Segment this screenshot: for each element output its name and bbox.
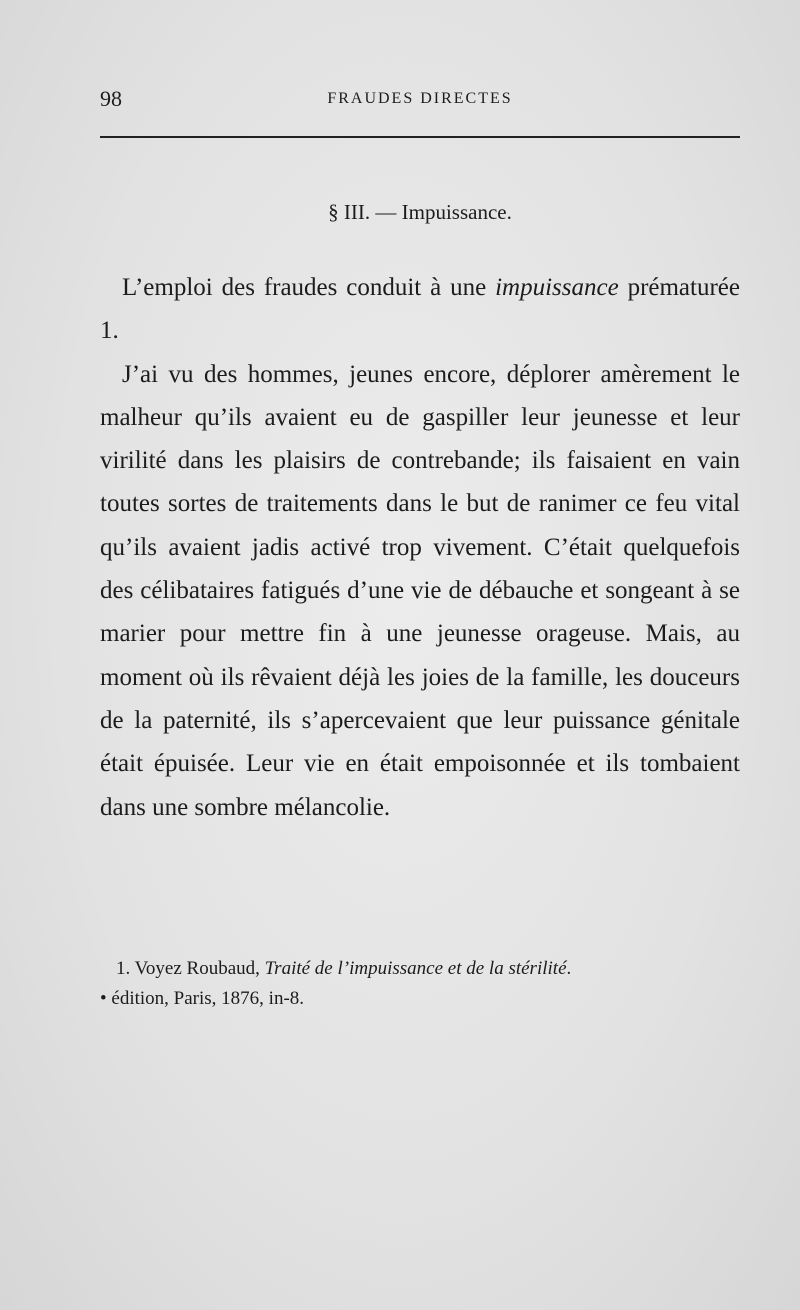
paragraph: J’ai vu des hommes, jeunes encore, déplorer amèrement le malheur qu’ils avaient eu de gaspiller leur jeunesse et leur virilité dans les plaisirs de contrebande; ils faisaient en vain toutes sortes de traitements dans le but de ranimer ce feu vital qu’ils avaient jadis activé trop vivement. C’était quelquefois des célibataires fatigués d’une vie de débauche et songeant à se marier pour mettre fin à une jeunesse orageuse. Mais, au moment où ils rêvaient déjà les joies de la famille, les douceurs de la paternité, ils s’apercevaient que leur puissance génitale était épuisée. Leur vie en était empoisonnée et ils tombaient dans une sombre mélancolie.	[100, 360, 740, 821]
running-head	[100, 86, 740, 116]
footnote-punctuation: .	[566, 958, 572, 979]
header-rule	[100, 136, 740, 138]
section-heading: § III. — Impuissance.	[328, 200, 512, 224]
paragraph-text: L’emploi des fraudes conduit à une	[122, 274, 496, 301]
page-number: 98	[100, 86, 122, 111]
footnote-cited-title: Traité de l’impuissance et de la stérilité	[264, 958, 567, 979]
footnote	[100, 954, 740, 1014]
emphasized-word: impuissance	[495, 274, 619, 301]
footnote-lead: 1. Voyez Roubaud,	[116, 958, 265, 979]
footnote-line: • édition, Paris, 1876, in-8.	[100, 988, 305, 1009]
paragraph	[100, 266, 740, 353]
body-text	[100, 266, 740, 829]
running-title: FRAUDES DIRECTES	[327, 90, 513, 107]
paragraph-text-end: prématurée 1.	[100, 274, 740, 345]
footnote-line	[100, 954, 740, 984]
